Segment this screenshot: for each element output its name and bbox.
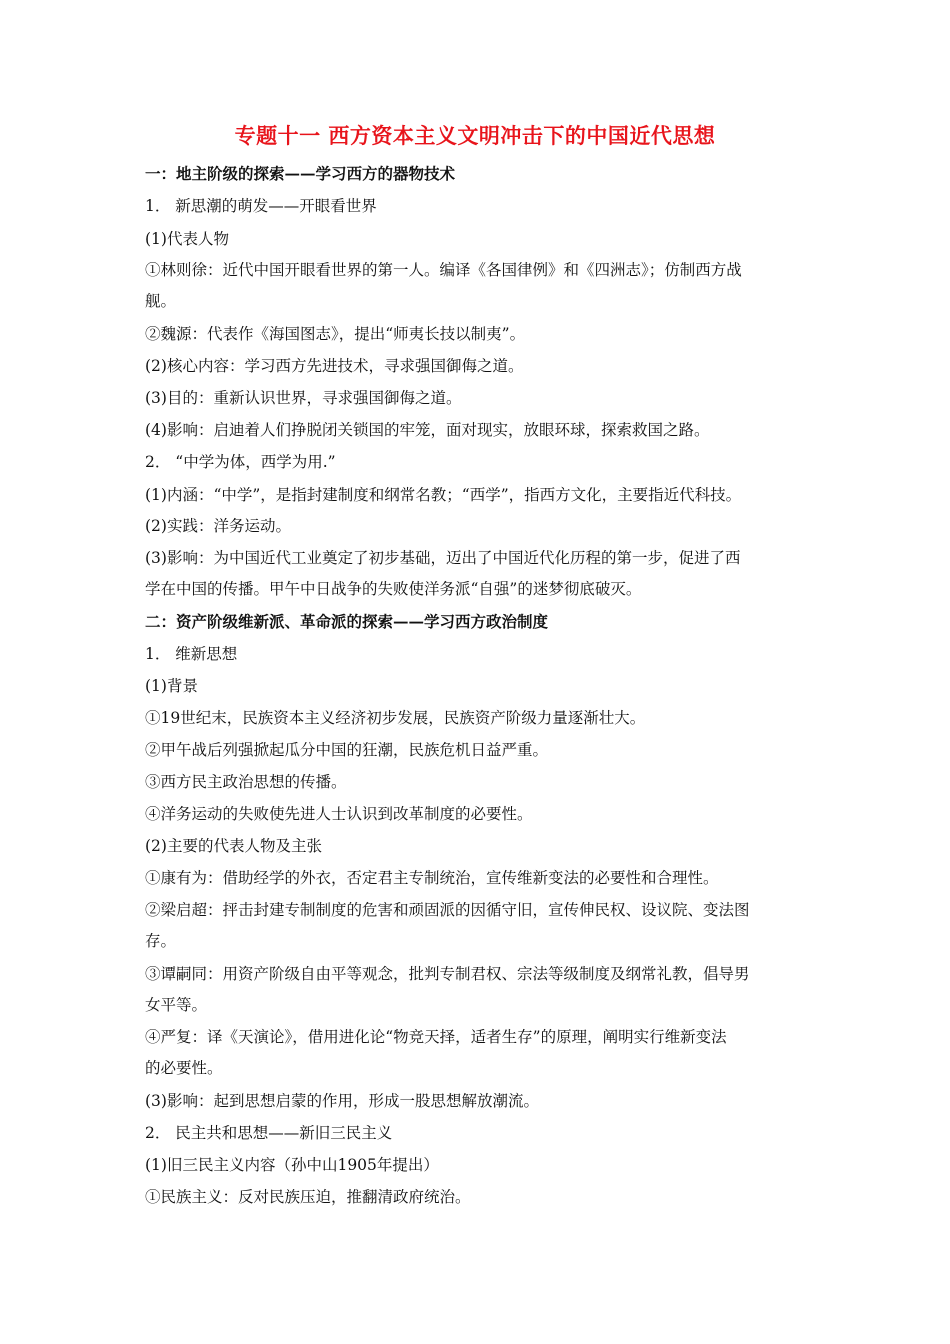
text-line: ④严复：译《天演论》，借用进化论“物竞天择，适者生存”的原理，阐明实行维新变法 [145,1028,727,1046]
text-line: ②甲午战后列强掀起瓜分中国的狂潮，民族危机日益严重。 [145,741,549,759]
text-line: ①民族主义：反对民族压迫，推翻清政府统治。 [145,1188,471,1206]
text-line: 1． 新思潮的萌发——开眼看世界 [145,197,377,215]
text-line: (2)实践：洋务运动。 [145,517,291,535]
text-line: (1)旧三民主义内容（孙中山1905年提出） [145,1156,439,1174]
text-line: (4)影响：启迪着人们挣脱闭关锁国的牢笼，面对现实，放眼环球，探索救国之路。 [145,421,710,439]
text-line: (3)目的：重新认识世界，寻求强国御侮之道。 [145,389,462,407]
text-line: 女平等。 [145,996,208,1014]
text-line: 学在中国的传播。甲午中日战争的失败使洋务派“自强”的迷梦彻底破灭。 [145,580,642,598]
text-line: ②梁启超：抨击封建专制制度的危害和顽固派的因循守旧，宣传伸民权、设议院、变法图 [145,901,750,919]
text-line: 2． 民主共和思想——新旧三民主义 [145,1124,393,1142]
text-line: (3)影响：为中国近代工业奠定了初步基础，迈出了中国近代化历程的第一步，促进了西 [145,549,741,567]
text-line: (1)内涵：“中学”，是指封建制度和纲常名教；“西学”，指西方文化，主要指近代科技。 [145,486,742,504]
text-line: ③西方民主政治思想的传播。 [145,773,347,791]
text-line: (3)影响：起到思想启蒙的作用，形成一股思想解放潮流。 [145,1092,539,1110]
text-line: 存。 [145,932,177,950]
text-line: 2． “中学为体，西学为用.” [145,453,336,471]
text-line: ④洋务运动的失败使先进人士认识到改革制度的必要性。 [145,805,533,823]
document-title: 专题十一 西方资本主义文明冲击下的中国近代思想 [234,123,716,148]
text-line: ①林则徐：近代中国开眼看世界的第一人。编译《各国律例》和《四洲志》；仿制西方战 [145,261,742,279]
text-line: ③谭嗣同：用资产阶级自由平等观念，批判专制君权、宗法等级制度及纲常礼教，倡导男 [145,965,750,983]
text-line: ①康有为：借助经学的外衣，否定君主专制统治，宣传维新变法的必要性和合理性。 [145,869,719,887]
section-heading: 一：地主阶级的探索——学习西方的器物技术 [145,164,456,183]
text-line: (1)背景 [145,677,198,695]
text-line: ①19世纪末，民族资本主义经济初步发展，民族资产阶级力量逐渐壮大。 [145,709,646,727]
text-line: 舰。 [145,292,177,310]
text-line: (2)核心内容：学习西方先进技术，寻求强国御侮之道。 [145,357,524,375]
text-line: 的必要性。 [145,1059,223,1077]
text-line: (2)主要的代表人物及主张 [145,837,322,855]
section-heading: 二：资产阶级维新派、革命派的探索——学习西方政治制度 [145,612,549,631]
text-line: ②魏源：代表作《海国图志》，提出“师夷长技以制夷”。 [145,325,526,343]
text-line: (1)代表人物 [145,230,229,248]
text-line: 1． 维新思想 [145,645,238,663]
